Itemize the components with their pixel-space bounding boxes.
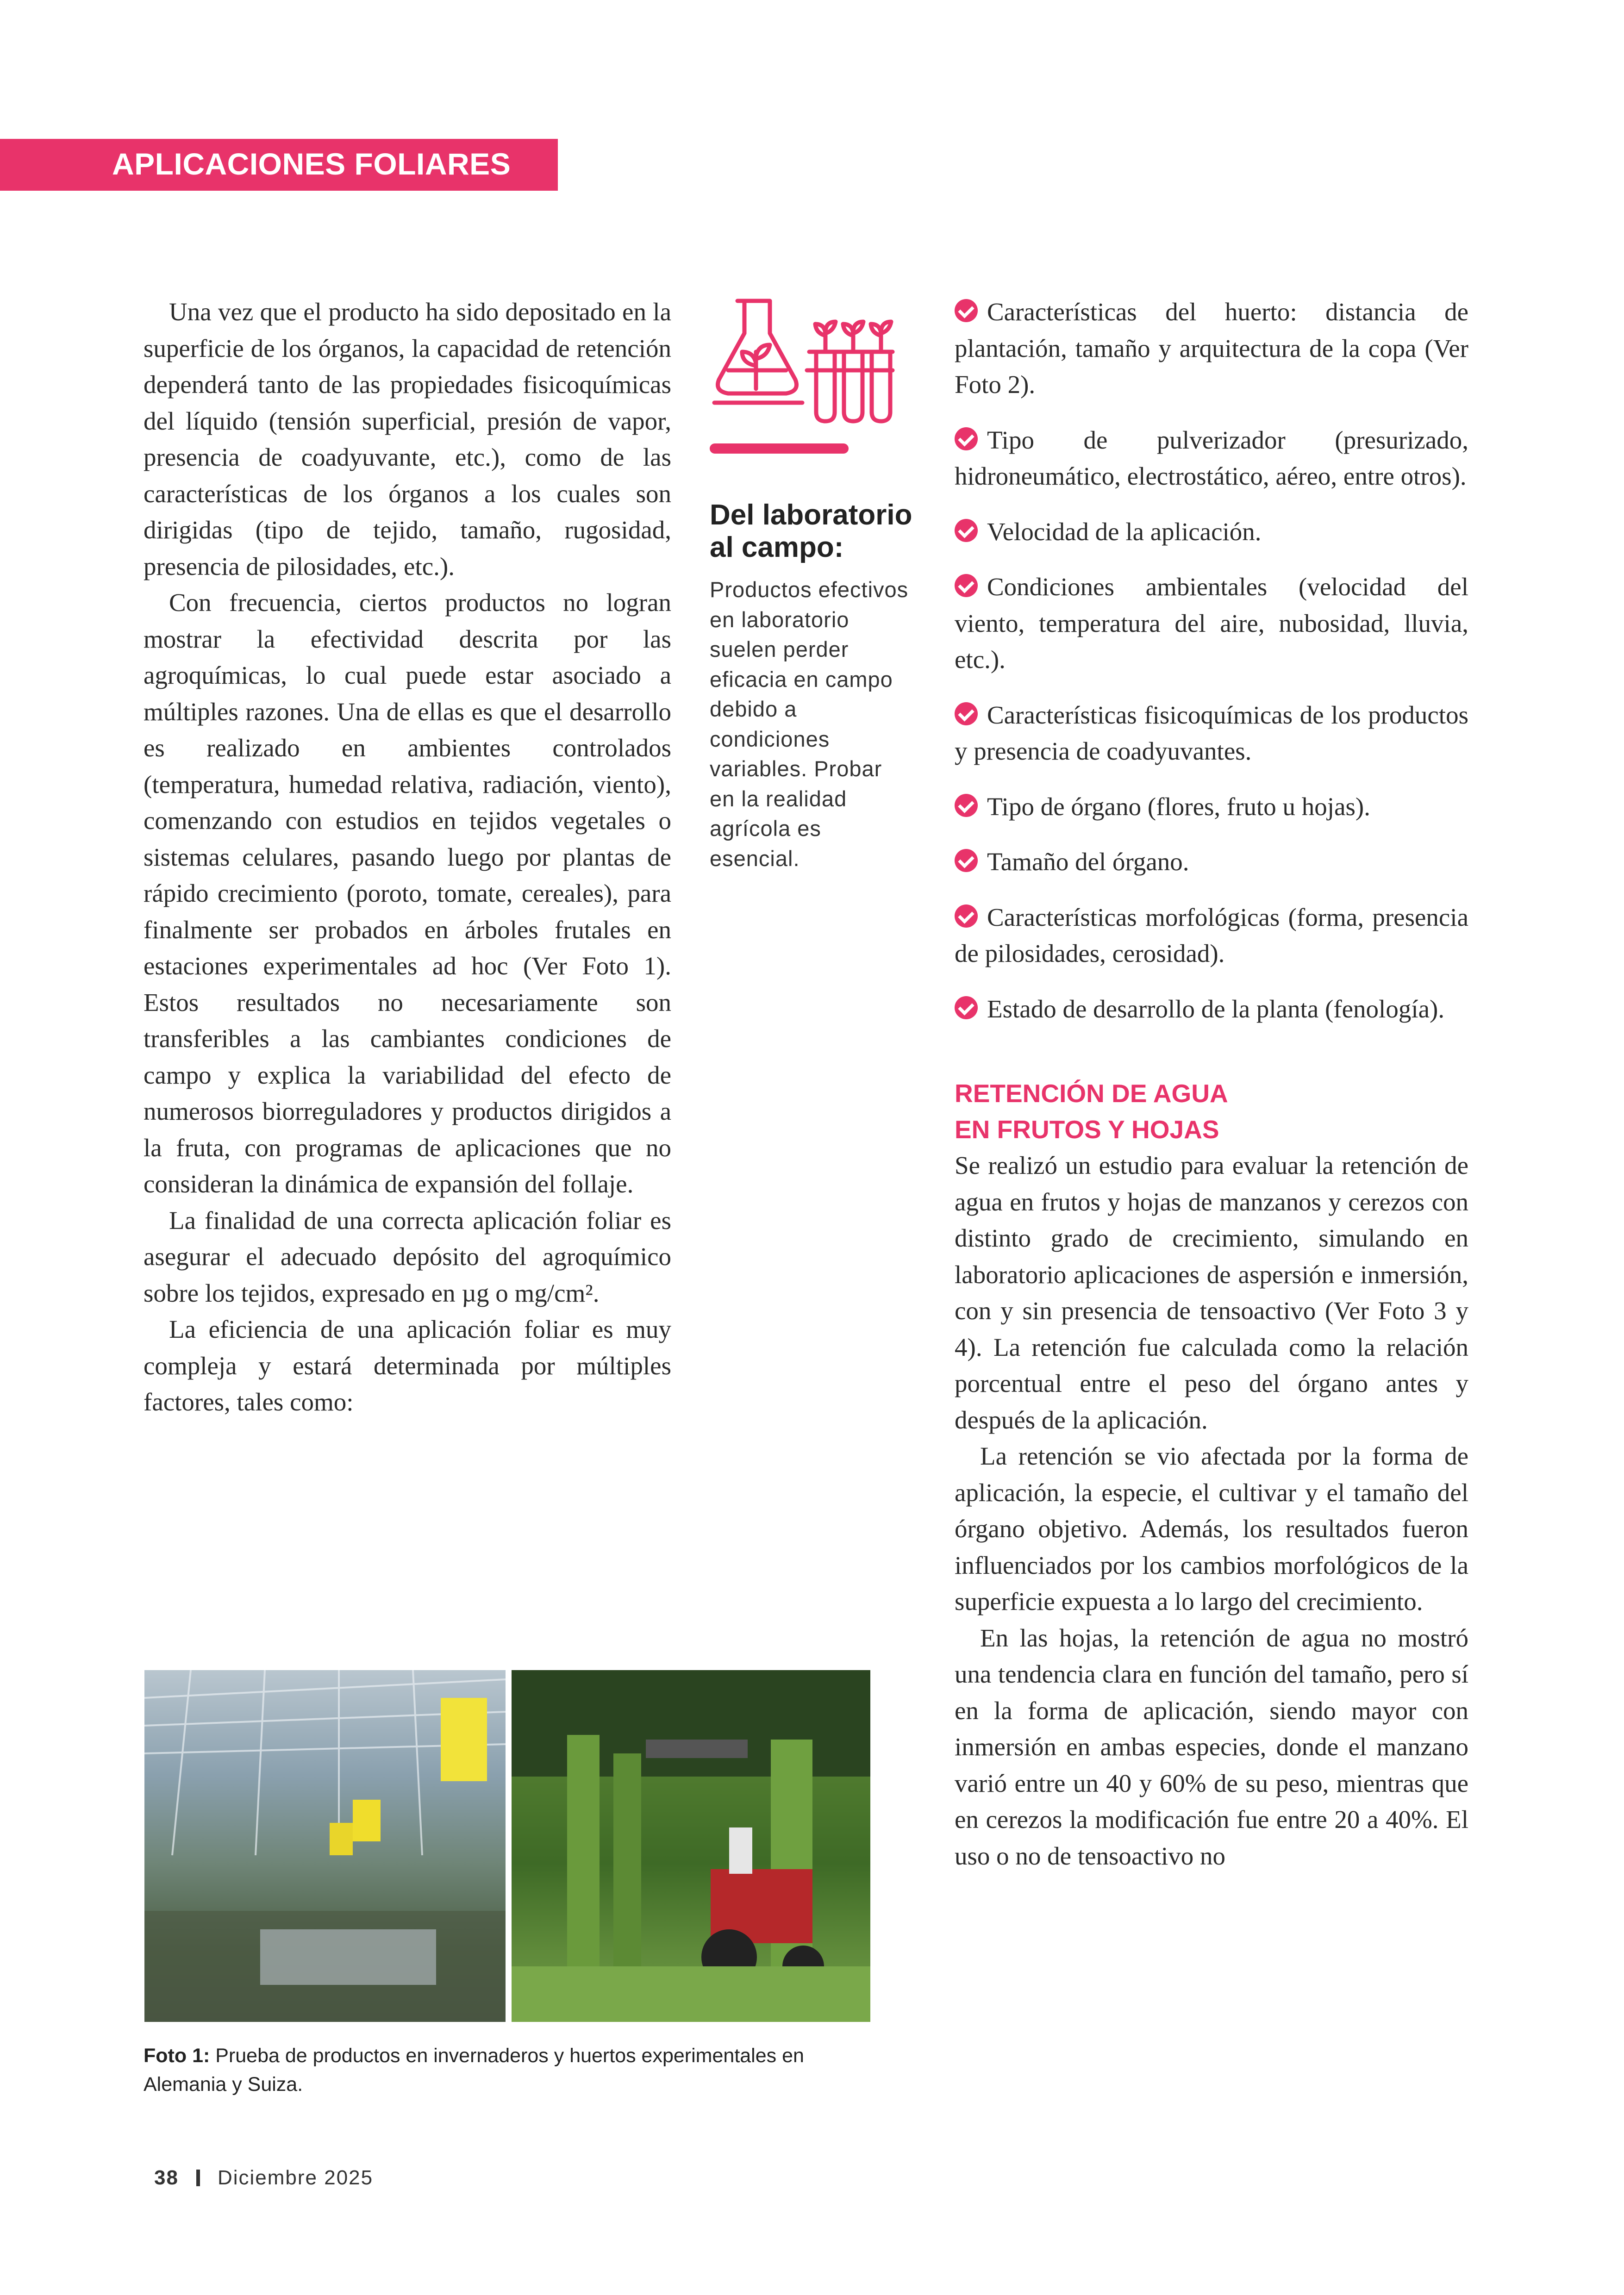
check-icon [955, 702, 978, 725]
paragraph: La finalidad de una correcta aplicación foliar es asegurar el adecuado depósito del agroquímico sobre los tejidos, expresado en µg o mg/cm². [144, 1206, 671, 1307]
sidebar-text: Productos efectivos en laboratorio suelen perder eficacia en campo debido a condiciones variables. Probar en la realidad agrícola es esencial. [710, 577, 909, 871]
check-icon [955, 996, 978, 1019]
list-item [955, 697, 1468, 770]
list-item [955, 789, 1468, 825]
list-item [955, 422, 1468, 495]
section-label: APLICACIONES FOLIARES [112, 147, 511, 181]
list-item [955, 514, 1468, 550]
orchard-tractor-photo [512, 1670, 870, 2022]
retention-heading [955, 1075, 1468, 1148]
factor-text: Características fisicoquímicas de los productos y presencia de coadyuvantes. [955, 700, 1468, 765]
photo-caption [144, 2041, 884, 2099]
factor-text: Tipo de órgano (flores, fruto u hojas). [987, 792, 1370, 821]
heading-line: EN FRUTOS Y HOJAS [955, 1115, 1219, 1144]
list-item [955, 844, 1468, 880]
paragraph: Con frecuencia, ciertos productos no logran mostrar la efectividad descrita por las agroquímicas, lo cual puede estar asociado a múltiples razones. Una de ellas es que el desarrollo es realizado en ambientes controlados (temperatura, humedad relativa, radiación, viento), comenzando con estudios en tejidos vegetales o sistemas celulares, pasando luego por plantas de rápido crecimiento (poroto, tomate, cereales), para finalmente ser probados en árboles frutales en estaciones experimentales ad hoc (Ver Foto 1). Estos resultados no necesariamente son transferibles a las cambiantes condiciones de campo y explica la variabilidad del efecto de numerosos biorreguladores y productos dirigidos a la fruta, con programas de aplicaciones que no consideran la dinámica de expansión del follaje. [144, 588, 671, 1198]
paragraph: En las hojas, la retención de agua no mostró una tendencia clara en función del tamaño, pero sí en la forma de aplicación, siendo mayor con inmersión en ambas especies, donde el manzano varió entre un 40 y 60% de su peso, mientras que en cerezos la modificación fue entre 20 a 40%. El uso o no de tensoactivo no [955, 1623, 1468, 1870]
factor-text: Características del huerto: distancia de plantación, tamaño y arquitectura de la copa (Ver Foto 2). [955, 298, 1468, 399]
paragraph: Se realizó un estudio para evaluar la retención de agua en frutos y hojas de manzanos y cerezos con distinto grado de crecimiento, simulando en laboratorio aplicaciones de aspersión e inmersión, con y sin presencia de tensoactivo (Ver Foto 3 y 4). La retención fue calculada como la relación porcentual entre el peso del órgano antes y después de la aplicación. [955, 1151, 1468, 1434]
paragraph: La eficiencia de una aplicación foliar es muy compleja y estará determinada por múltiples factores, tales como: [144, 1315, 671, 1416]
check-icon [955, 849, 978, 872]
sidebar-title: Del laboratorio al campo: [710, 499, 912, 563]
factor-text: Tamaño del órgano. [987, 848, 1189, 876]
paragraph: La retención se vio afectada por la forma de aplicación, la especie, el cultivar y el tamaño del órgano objetivo. Además, los resultados fueron influenciados por los cambios morfológicos de la superficie expuesta a lo largo del crecimiento. [955, 1442, 1468, 1615]
factor-text: Tipo de pulverizador (presurizado, hidroneumático, electrostático, aéreo, entre otros). [955, 425, 1468, 490]
list-item [955, 569, 1468, 678]
list-item [955, 899, 1468, 972]
footer-separator [196, 2170, 200, 2186]
heading-line: RETENCIÓN DE AGUA [955, 1079, 1228, 1108]
check-icon [955, 574, 978, 597]
greenhouse-photo [144, 1670, 506, 2022]
check-icon [955, 904, 978, 928]
check-icon [955, 519, 978, 542]
list-item [955, 991, 1468, 1028]
paragraph: Una vez que el producto ha sido depositado en la superficie de los órganos, la capacidad de retención dependerá tanto de las propiedades fisicoquímicas del líquido (tensión superficial, presión de vapor, presencia de coadyuvante, etc.), como de las características de los órganos a los cuales son dirigidas (tipo de tejido, tamaño, rugosidad, presencia de pilosidades, etc.). [144, 298, 671, 580]
factors-list [955, 294, 1468, 1027]
caption-label: Foto 1: [144, 2045, 210, 2067]
check-icon [955, 299, 978, 322]
check-icon [955, 794, 978, 817]
section-tag [0, 139, 558, 191]
issue-date: Diciembre 2025 [217, 2166, 374, 2189]
lab-to-field-icon [710, 296, 895, 430]
list-item [955, 294, 1468, 403]
page-footer [154, 2166, 373, 2189]
caption-text: Prueba de productos en invernaderos y huertos experimentales en Alemania y Suiza. [144, 2045, 804, 2095]
factor-text: Características morfológicas (forma, presencia de pilosidades, cerosidad). [955, 903, 1468, 967]
check-icon [955, 427, 978, 450]
accent-bar [710, 443, 849, 454]
factor-text: Estado de desarrollo de la planta (fenología). [987, 994, 1445, 1023]
left-column [144, 294, 671, 1421]
factor-text: Condiciones ambientales (velocidad del viento, temperatura del aire, nubosidad, lluvia, etc.). [955, 573, 1468, 674]
page-number: 38 [154, 2166, 179, 2189]
factor-text: Velocidad de la aplicación. [987, 517, 1262, 546]
right-column [955, 294, 1468, 1874]
